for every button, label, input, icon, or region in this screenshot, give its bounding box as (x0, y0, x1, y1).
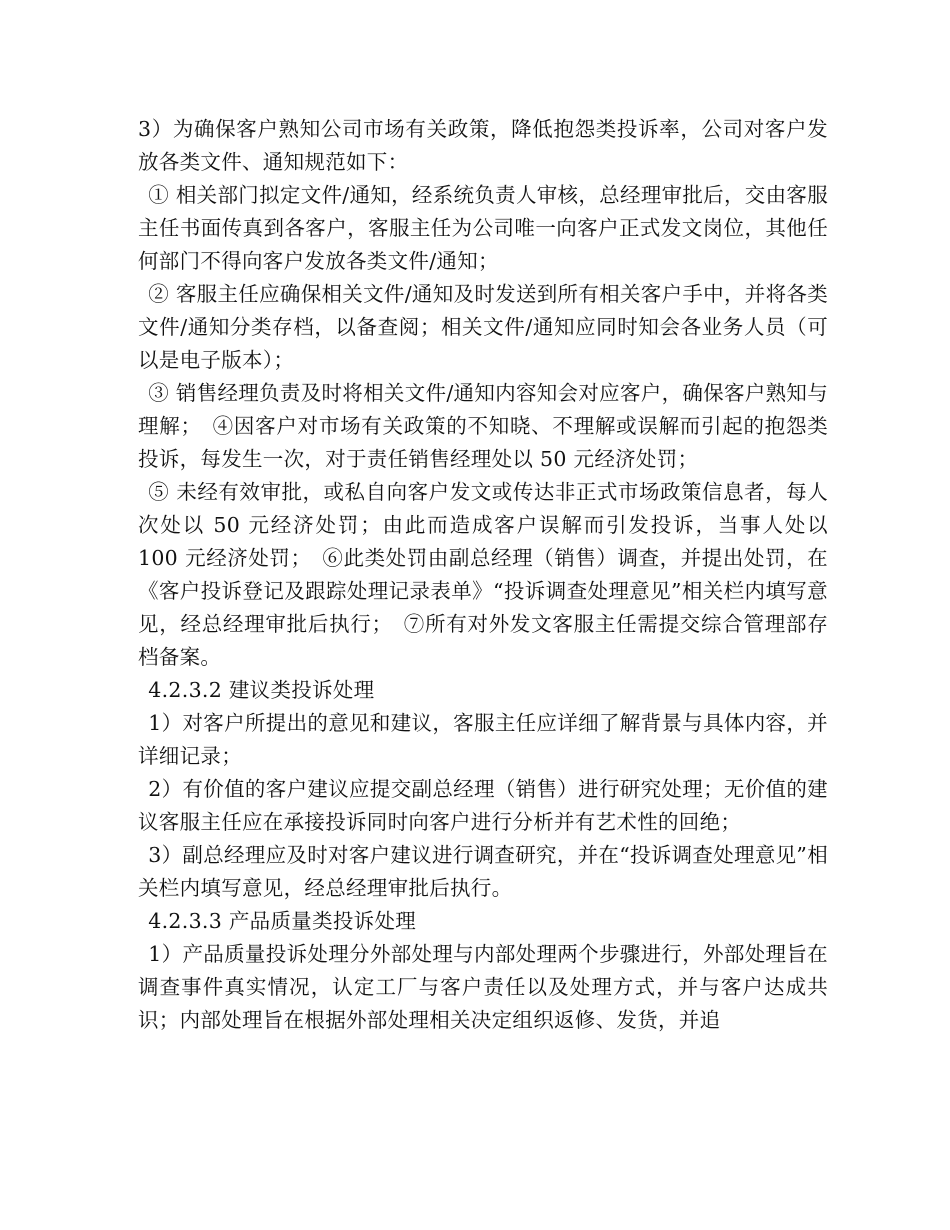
paragraph-suggestion-3: 3）副总经理应及时对客户建议进行调查研究，并在“投诉调查处理意见”相关栏内填写意见，经总经理审批后执行。 (138, 843, 828, 900)
paragraph-policy-intro: 3）为确保客户熟知公司市场有关政策，降低抱怨类投诉率，公司对客户发放各类文件、通知规范如下： (138, 117, 828, 174)
paragraph-item-5-7: ⑤ 未经有效审批，或私自向客户发文或传达非正式市场政策信息者，每人次处以 50 元经济处罚；由此而造成客户误解而引发投诉，当事人处以 100 元经济处罚； ⑥此类处罚由副总经理（销售）调查，并提出处罚，在《客户投诉登记及跟踪处理记录表单》“投诉调查处理意见”相关栏内填写意见，经总经理审批后执行； ⑦所有对外发文客服主任需提交综合管理部存档备案。 (138, 480, 828, 669)
paragraph-suggestion-1: 1）对客户所提出的意见和建议，客服主任应详细了解背景与具体内容，并详细记录； (138, 711, 828, 768)
section-heading-suggestion-complaints: 4.2.3.2 建议类投诉处理 (148, 678, 375, 702)
section-heading-quality-complaints: 4.2.3.3 产品质量类投诉处理 (148, 909, 417, 933)
document-body (138, 113, 828, 1037)
paragraph-item-3-4: ③ 销售经理负责及时将相关文件/通知内容知会对应客户，确保客户熟知与理解； ④因客户对市场有关政策的不知晓、不理解或误解而引起的抱怨类投诉，每发生一次，对于责任销售经理处以 50 元经济处罚； (138, 381, 828, 471)
paragraph-quality-1: 1）产品质量投诉处理分外部处理与内部处理两个步骤进行，外部处理旨在调查事件真实情况，认定工厂与客户责任以及处理方式，并与客户达成共识；内部处理旨在根据外部处理相关决定组织返修、发货，并追 (138, 942, 828, 1032)
paragraph-item-2: ② 客服主任应确保相关文件/通知及时发送到所有相关客户手中，并将各类文件/通知分类存档，以备查阅；相关文件/通知应同时知会各业务人员（可以是电子版本）； (138, 282, 828, 372)
paragraph-item-1: ① 相关部门拟定文件/通知，经系统负责人审核，总经理审批后，交由客服主任书面传真到各客户，客服主任为公司唯一向客户正式发文岗位，其他任何部门不得向客户发放各类文件/通知； (138, 183, 828, 273)
paragraph-suggestion-2: 2）有价值的客户建议应提交副总经理（销售）进行研究处理；无价值的建议客服主任应在承接投诉同时向客户进行分析并有艺术性的回绝； (138, 777, 828, 834)
